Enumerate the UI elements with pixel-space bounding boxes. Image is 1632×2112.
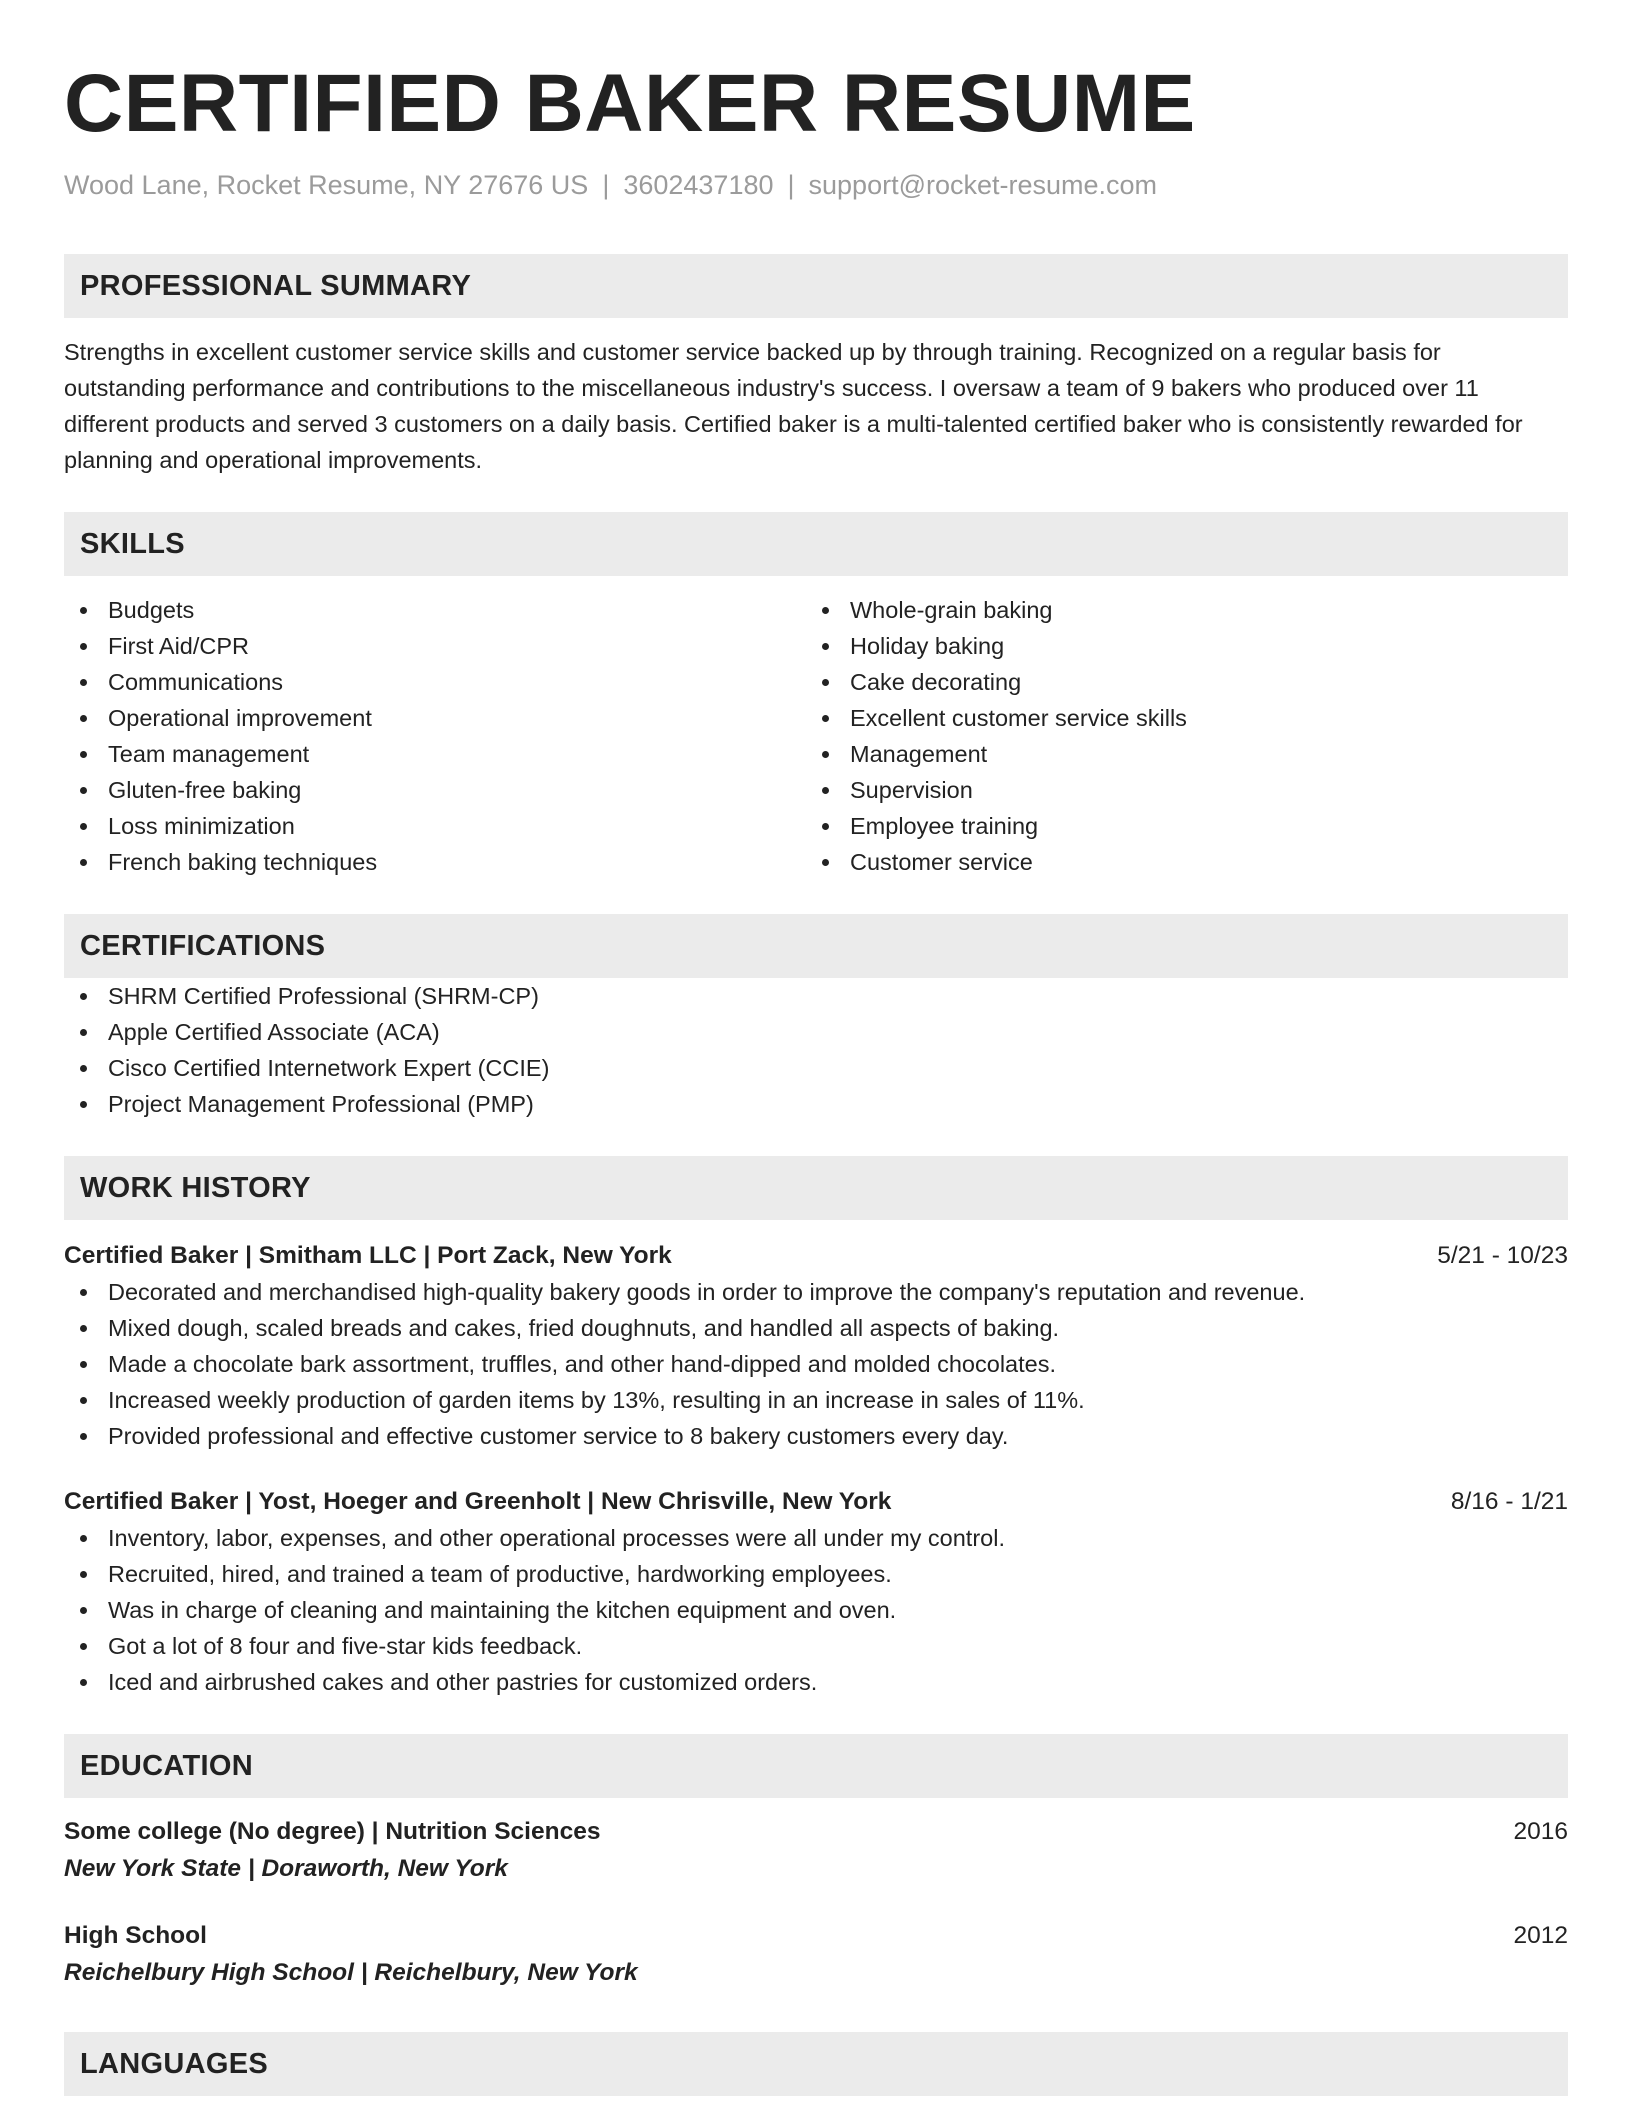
job-duty: Iced and airbrushed cakes and other pastries for customized orders. xyxy=(64,1664,1568,1700)
skill-item: Gluten-free baking xyxy=(64,772,806,808)
skill-item: Holiday baking xyxy=(806,628,1548,664)
skill-item: Team management xyxy=(64,736,806,772)
skills-list-left xyxy=(64,592,806,880)
skill-item: Employee training xyxy=(806,808,1548,844)
job-duties-list xyxy=(64,1274,1568,1454)
education-degree: Some college (No degree) | Nutrition Sciences xyxy=(64,1818,601,1845)
skills-column-right xyxy=(806,592,1548,880)
education-school: New York State | Doraworth, New York xyxy=(64,1855,508,1882)
education-year: 2016 xyxy=(1513,1818,1568,1845)
resume-title: CERTIFIED BAKER RESUME xyxy=(64,58,1196,149)
education-entry xyxy=(64,1918,1568,1992)
contact-separator: | xyxy=(787,170,795,200)
skill-item: Operational improvement xyxy=(64,700,806,736)
skill-item: Cake decorating xyxy=(806,664,1548,700)
education-header xyxy=(64,1918,1568,1954)
job-duty: Got a lot of 8 four and five-star kids feedback. xyxy=(64,1628,1568,1664)
skills-columns xyxy=(64,592,1568,880)
contact-phone[interactable]: 3602437180 xyxy=(623,170,774,200)
job-duty: Recruited, hired, and trained a team of productive, hardworking employees. xyxy=(64,1556,1568,1592)
languages-heading: LANGUAGES xyxy=(64,2032,1568,2096)
education-year: 2012 xyxy=(1513,1922,1568,1949)
skill-item: Budgets xyxy=(64,592,806,628)
education-school: Reichelbury High School | Reichelbury, New York xyxy=(64,1959,638,1986)
contact-address: Wood Lane, Rocket Resume, NY 27676 US xyxy=(64,170,589,200)
skills-list-right xyxy=(806,592,1548,880)
skill-item: Loss minimization xyxy=(64,808,806,844)
summary-text: Strengths in excellent customer service skills and customer service backed up by through training. Recognized on a regular basis for outstanding performance and contributions to the miscellaneous industry's success. I oversaw a team of 9 bakers who produced over 11 different products and served 3 customers on a daily basis. Certified baker is a multi-talented certified baker who is consistently rewarded for planning and operational improvements. xyxy=(64,339,1523,473)
job-title: Certified Baker | Smitham LLC | Port Zack, New York xyxy=(64,1242,672,1269)
contact-email[interactable]: support@rocket-resume.com xyxy=(808,170,1158,200)
job-duty: Increased weekly production of garden items by 13%, resulting in an increase in sales of 11%. xyxy=(64,1382,1568,1418)
summary-heading: PROFESSIONAL SUMMARY xyxy=(64,254,1568,318)
job-duty: Inventory, labor, expenses, and other operational processes were all under my control. xyxy=(64,1520,1568,1556)
contact-separator: | xyxy=(602,170,610,200)
job-header xyxy=(64,1484,1568,1520)
job-duties-list xyxy=(64,1520,1568,1700)
education-header xyxy=(64,1814,1568,1850)
resume-page xyxy=(64,0,1568,2096)
job-entry xyxy=(64,1238,1568,1454)
education-heading: EDUCATION xyxy=(64,1734,1568,1798)
certifications-heading: CERTIFICATIONS xyxy=(64,914,1568,978)
certification-item: Project Management Professional (PMP) xyxy=(64,1086,1568,1122)
skill-item: Management xyxy=(806,736,1548,772)
certifications-list xyxy=(64,978,1568,1122)
skill-item: Supervision xyxy=(806,772,1548,808)
job-duty: Made a chocolate bark assortment, truffles, and other hand-dipped and molded chocolates. xyxy=(64,1346,1568,1382)
job-entry xyxy=(64,1484,1568,1700)
skill-item: Communications xyxy=(64,664,806,700)
skill-item: Whole-grain baking xyxy=(806,592,1548,628)
job-duty: Decorated and merchandised high-quality bakery goods in order to improve the company's reputation and revenue. xyxy=(64,1274,1568,1310)
skills-heading: SKILLS xyxy=(64,512,1568,576)
job-dates: 8/16 - 1/21 xyxy=(1450,1488,1568,1515)
certification-item: Apple Certified Associate (ACA) xyxy=(64,1014,1568,1050)
skill-item: Excellent customer service skills xyxy=(806,700,1548,736)
job-duty: Mixed dough, scaled breads and cakes, fried doughnuts, and handled all aspects of baking. xyxy=(64,1310,1568,1346)
certification-item: SHRM Certified Professional (SHRM-CP) xyxy=(64,978,1568,1014)
education-degree: High School xyxy=(64,1922,207,1949)
job-title: Certified Baker | Yost, Hoeger and Greenholt | New Chrisville, New York xyxy=(64,1488,892,1515)
skill-item: Customer service xyxy=(806,844,1548,880)
contact-line xyxy=(64,168,1568,202)
job-dates: 5/21 - 10/23 xyxy=(1437,1242,1568,1269)
skill-item: First Aid/CPR xyxy=(64,628,806,664)
job-duty: Provided professional and effective customer service to 8 bakery customers every day. xyxy=(64,1418,1568,1454)
job-duty: Was in charge of cleaning and maintaining the kitchen equipment and oven. xyxy=(64,1592,1568,1628)
job-header xyxy=(64,1238,1568,1274)
work-history-heading: WORK HISTORY xyxy=(64,1156,1568,1220)
skills-column-left xyxy=(64,592,806,880)
certification-item: Cisco Certified Internetwork Expert (CCIE) xyxy=(64,1050,1568,1086)
education-entry xyxy=(64,1814,1568,1888)
skill-item: French baking techniques xyxy=(64,844,806,880)
